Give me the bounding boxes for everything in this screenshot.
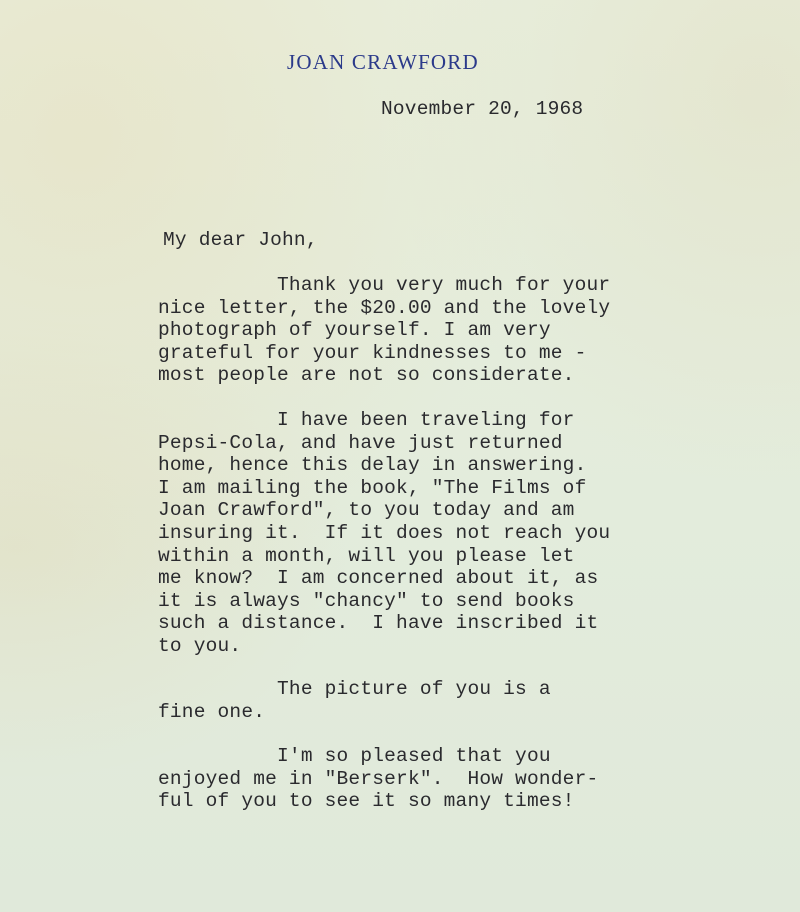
paragraph-line: Joan Crawford", to you today and am [158,499,575,522]
paragraph-line: nice letter, the $20.00 and the lovely [158,296,611,319]
paragraph-2 [158,409,610,658]
paragraph-1 [158,274,610,387]
paragraph-4 [158,745,598,813]
paragraph-line: within a month, will you please let [158,544,575,567]
paragraph-line: I'm so pleased that you [158,745,551,767]
letterhead: JOAN CRAWFORD [287,50,479,74]
paragraph-line: most people are not so considerate. [158,364,575,387]
paragraph-line: insuring it. If it does not reach you [158,521,611,544]
paragraph-line: The picture of you is a [158,678,551,700]
paragraph-3 [158,678,551,723]
paragraph-line: Thank you very much for your [158,274,611,296]
paragraph-line: grateful for your kindnesses to me - [158,341,587,364]
letter-date: November 20, 1968 [381,98,584,120]
paragraph-line: I am mailing the book, "The Films of [158,476,587,499]
paragraph-line: ful of you to see it so many times! [158,790,575,813]
paragraph-line: such a distance. I have inscribed it [158,612,599,635]
paragraph-line: photograph of yourself. I am very [158,319,551,342]
paragraph-line: Pepsi-Cola, and have just returned [158,431,563,454]
salutation: My dear John, [163,229,318,251]
paragraph-line: it is always "chancy" to send books [158,589,575,612]
paragraph-line: to you. [158,634,242,657]
paragraph-line: I have been traveling for [158,409,575,431]
paragraph-line: enjoyed me in "Berserk". How wonder- [158,767,599,790]
paragraph-line: me know? I am concerned about it, as [158,567,599,590]
paragraph-line: home, hence this delay in answering. [158,454,587,477]
paragraph-line: fine one. [158,700,266,723]
